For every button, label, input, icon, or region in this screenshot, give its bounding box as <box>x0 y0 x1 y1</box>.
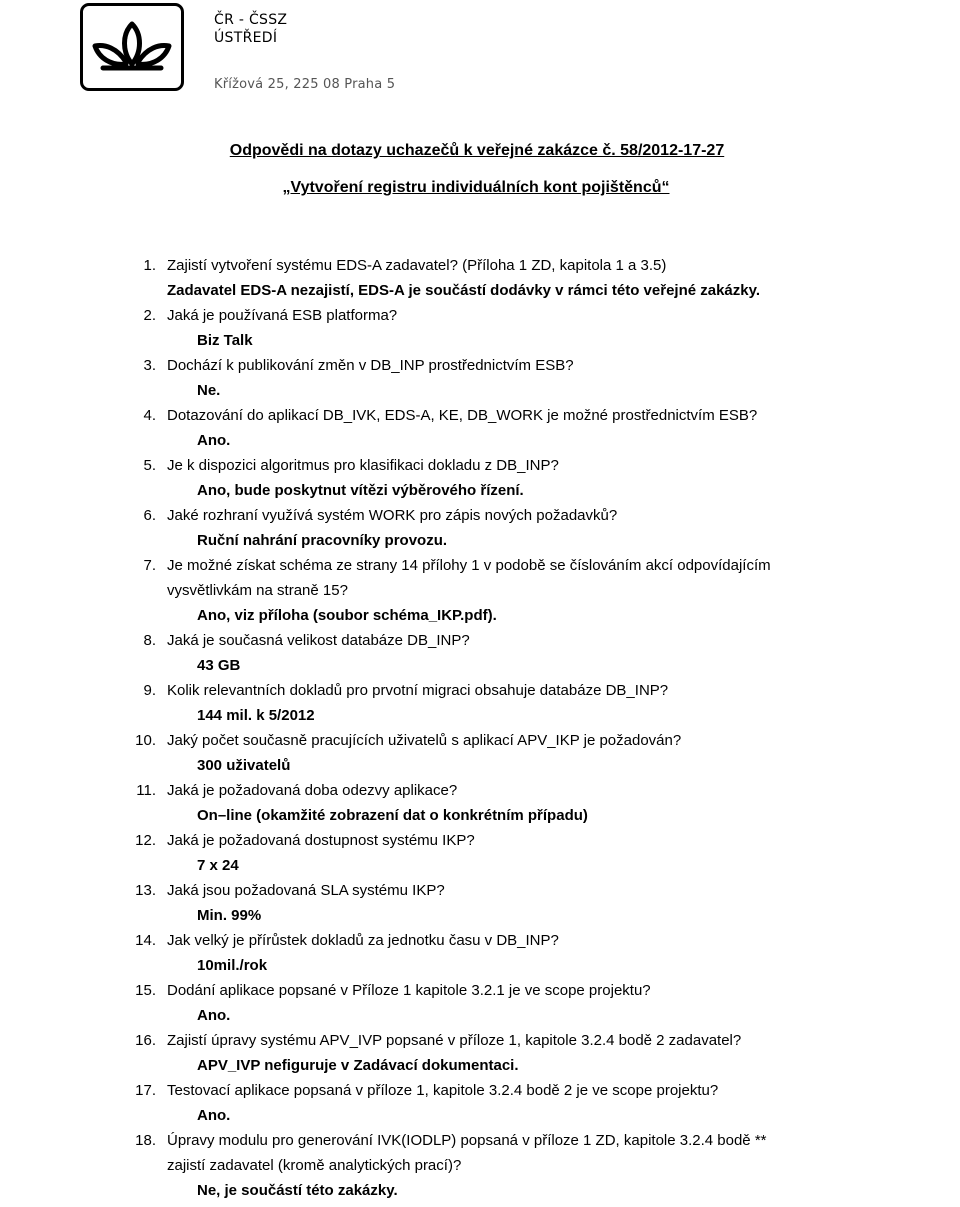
item-number: 14. <box>135 932 156 949</box>
question-text: Jaké rozhraní využívá systém WORK pro zápis nových požadavků? <box>167 507 618 524</box>
qa-item <box>0 357 960 382</box>
answer-row <box>0 957 960 982</box>
qa-item <box>0 982 960 1007</box>
question-text: Úpravy modulu pro generování IVK(IODLP) popsaná v příloze 1 ZD, kapitole 3.2.4 bodě ** <box>167 1132 767 1149</box>
item-number: 16. <box>135 1032 156 1049</box>
answer-row <box>0 1007 960 1032</box>
item-number: 15. <box>135 982 156 999</box>
item-number: 6. <box>143 507 156 524</box>
item-number: 2. <box>143 307 156 324</box>
org-name: ČR - ČSSZ <box>214 12 288 28</box>
item-number: 8. <box>143 632 156 649</box>
qa-item <box>0 782 960 807</box>
item-number: 4. <box>143 407 156 424</box>
question-text: Je k dispozici algoritmus pro klasifikaci dokladu z DB_INP? <box>167 457 559 474</box>
answer-text: 7 x 24 <box>197 857 239 874</box>
question-text: Kolik relevantních dokladů pro prvotní migraci obsahuje databáze DB_INP? <box>167 682 669 699</box>
answer-row <box>0 282 960 307</box>
answer-row <box>0 657 960 682</box>
qa-item <box>0 457 960 482</box>
question-text: zajistí zadavatel (kromě analytických prací)? <box>167 1157 462 1174</box>
answer-text: 144 mil. k 5/2012 <box>197 707 315 724</box>
answer-text: Ruční nahrání pracovníky provozu. <box>197 532 448 549</box>
question-text: Dotazování do aplikací DB_IVK, EDS-A, KE, DB_WORK je možné prostřednictvím ESB? <box>167 407 758 424</box>
answer-text: Zadavatel EDS-A nezajistí, EDS-A je součástí dodávky v rámci této veřejné zakázky. <box>167 282 761 299</box>
qa-item <box>0 732 960 757</box>
qa-item <box>0 682 960 707</box>
qa-item <box>0 832 960 857</box>
answer-text: Ne, je součástí této zakázky. <box>197 1182 398 1199</box>
question-text: Jaká je požadovaná dostupnost systému IKP? <box>167 832 475 849</box>
document-subtitle: „Vytvoření registru individuálních kont pojištěnců“ <box>282 179 670 196</box>
qa-item <box>0 407 960 432</box>
question-text: Dochází k publikování změn v DB_INP prostřednictvím ESB? <box>167 357 574 374</box>
answer-row <box>0 532 960 557</box>
item-number: 7. <box>143 557 156 574</box>
question-continuation <box>0 1157 960 1182</box>
question-text: Jak velký je přírůstek dokladů za jednotku času v DB_INP? <box>167 932 559 949</box>
question-text: Jaká je požadovaná doba odezvy aplikace? <box>167 782 458 799</box>
qa-item <box>0 507 960 532</box>
qa-item <box>0 257 960 282</box>
answer-row <box>0 432 960 457</box>
answer-text: On–line (okamžité zobrazení dat o konkrétním případu) <box>197 807 588 824</box>
item-number: 9. <box>143 682 156 699</box>
answer-row <box>0 907 960 932</box>
org-department: ÚSTŘEDÍ <box>214 30 278 46</box>
answer-text: Ne. <box>197 382 221 399</box>
document-title: Odpovědi na dotazy uchazečů k veřejné zakázce č. 58/2012-17-27 <box>229 142 725 159</box>
answer-row <box>0 382 960 407</box>
question-text: Jaký počet současně pracujících uživatelů s aplikací APV_IKP je požadován? <box>167 732 682 749</box>
item-number: 17. <box>135 1082 156 1099</box>
answer-row <box>0 707 960 732</box>
question-text: Zajistí vytvoření systému EDS-A zadavatel? (Příloha 1 ZD, kapitola 1 a 3.5) <box>167 257 667 274</box>
answer-row <box>0 332 960 357</box>
qa-item <box>0 307 960 332</box>
answer-row <box>0 482 960 507</box>
answer-row <box>0 1107 960 1132</box>
item-number: 11. <box>136 782 156 799</box>
item-number: 5. <box>143 457 156 474</box>
qa-item <box>0 1032 960 1057</box>
answer-text: 10mil./rok <box>197 957 268 974</box>
answer-row <box>0 1057 960 1082</box>
question-text: Jaká je současná velikost databáze DB_INP? <box>167 632 470 649</box>
answer-text: Ano, bude poskytnut vítězi výběrového řízení. <box>197 482 524 499</box>
org-address: Křížová 25, 225 08 Praha 5 <box>214 77 396 92</box>
answer-text: 300 uživatelů <box>197 757 291 774</box>
answer-text: Ano. <box>197 432 231 449</box>
answer-row <box>0 607 960 632</box>
question-text: vysvětlivkám na straně 15? <box>167 582 348 599</box>
item-number: 12. <box>135 832 156 849</box>
answer-text: Min. 99% <box>197 907 262 924</box>
answer-row <box>0 807 960 832</box>
question-text: Jaká je používaná ESB platforma? <box>167 307 398 324</box>
lotus-icon <box>89 18 175 78</box>
qa-item <box>0 557 960 582</box>
question-text: Dodání aplikace popsané v Příloze 1 kapitole 3.2.1 je ve scope projektu? <box>167 982 651 999</box>
answer-text: 43 GB <box>197 657 241 674</box>
qa-item <box>0 632 960 657</box>
qa-list <box>0 257 960 1207</box>
question-text: Je možné získat schéma ze strany 14 přílohy 1 v podobě se číslováním akcí odpovídajícím <box>167 557 771 574</box>
question-continuation <box>0 582 960 607</box>
qa-item <box>0 882 960 907</box>
item-number: 18. <box>135 1132 156 1149</box>
cssz-logo <box>80 3 184 91</box>
answer-text: Biz Talk <box>197 332 253 349</box>
answer-text: Ano, viz příloha (soubor schéma_IKP.pdf). <box>197 607 497 624</box>
answer-text: APV_IVP nefiguruje v Zadávací dokumentaci. <box>197 1057 519 1074</box>
qa-item <box>0 1132 960 1157</box>
qa-item <box>0 932 960 957</box>
answer-row <box>0 857 960 882</box>
item-number: 1. <box>143 257 156 274</box>
item-number: 3. <box>143 357 156 374</box>
answer-text: Ano. <box>197 1007 231 1024</box>
qa-item <box>0 1082 960 1107</box>
answer-row <box>0 757 960 782</box>
organization-block <box>214 11 395 92</box>
answer-text: Ano. <box>197 1107 231 1124</box>
answer-row <box>0 1182 960 1207</box>
question-text: Testovací aplikace popsaná v příloze 1, kapitole 3.2.4 bodě 2 je ve scope projektu? <box>167 1082 719 1099</box>
item-number: 10. <box>135 732 156 749</box>
item-number: 13. <box>135 882 156 899</box>
question-text: Zajistí úpravy systému APV_IVP popsané v příloze 1, kapitole 3.2.4 bodě 2 zadavatel? <box>167 1032 742 1049</box>
question-text: Jaká jsou požadovaná SLA systému IKP? <box>167 882 445 899</box>
letterhead <box>0 0 960 100</box>
